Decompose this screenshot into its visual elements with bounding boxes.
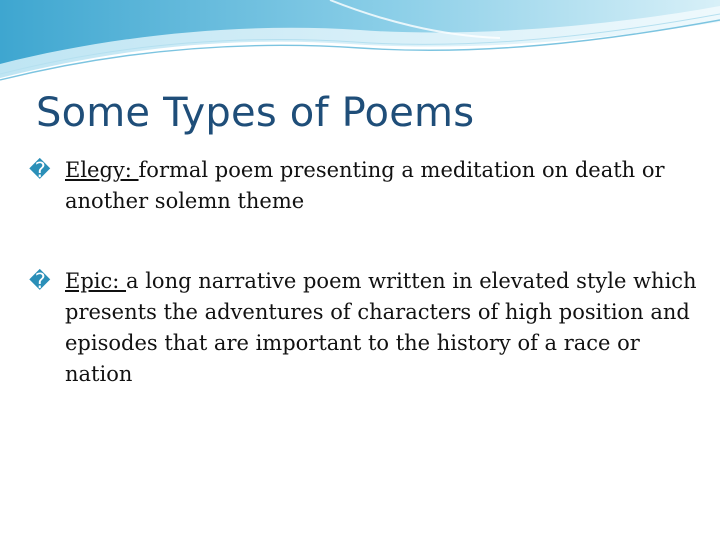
bullet-definition: formal poem presenting a meditation on death or another solemn theme	[65, 158, 665, 213]
bullet-term: Elegy:	[65, 158, 139, 182]
bullet-list	[29, 155, 709, 390]
slide-title: Some Types of Poems	[36, 90, 475, 136]
bullet-term: Epic:	[65, 269, 127, 293]
bullet-marker-icon: �	[29, 158, 51, 182]
bullet-item-epic	[29, 266, 709, 390]
header-wave-decoration	[0, 0, 720, 90]
bullet-definition: a long narrative poem written in elevated style which presents the adventures of characters of high position and episodes that are important to the history of a race or nation	[65, 269, 697, 386]
bullet-item-elegy	[29, 155, 709, 217]
bullet-marker-icon: �	[29, 269, 51, 293]
